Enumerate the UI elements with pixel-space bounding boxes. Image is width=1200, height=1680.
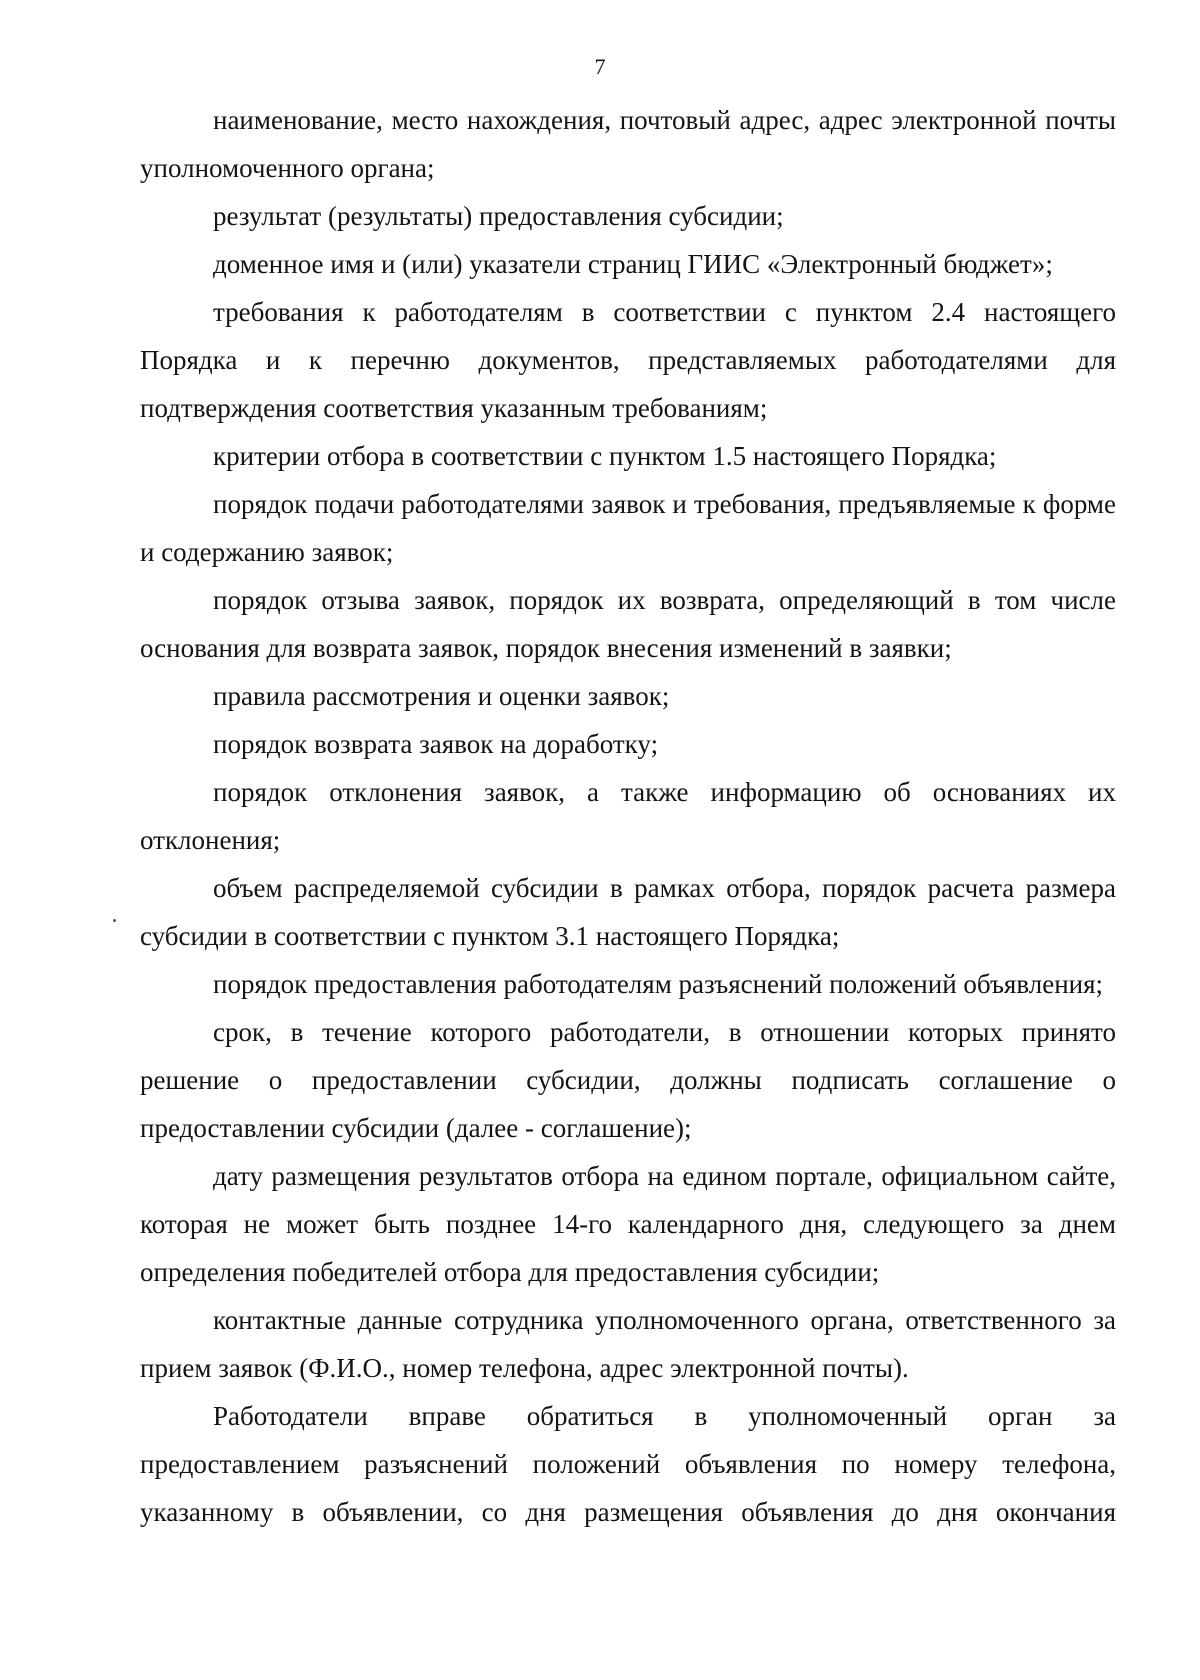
- list-item-application-procedure: порядок подачи работодателями заявок и требования, предъявляемые к форме и содержанию заявок;: [140, 489, 1116, 567]
- scan-speck: [113, 919, 116, 922]
- paragraph-employers-may-apply: Работодатели вправе обратиться в уполномоченный орган за предоставлением разъяснений положений объявления по номеру телефона, указанному в объявлении, со дня размещения объявления до дня окончания: [140, 1401, 1116, 1527]
- list-item-agreement-deadline: срок, в течение которого работодатели, в отношении которых принято решение о предоставлении субсидии, должны подписать соглашение о предоставлении субсидии (далее - соглашение);: [140, 1017, 1116, 1143]
- list-item-withdrawal-procedure: порядок отзыва заявок, порядок их возврата, определяющий в том числе основания для возврата заявок, порядок внесения изменений в заявки;: [140, 585, 1116, 663]
- list-item-subsidy-volume: объем распределяемой субсидии в рамках отбора, порядок расчета размера субсидии в соответствии с пунктом 3.1 настоящего Порядка;: [140, 873, 1116, 951]
- list-item-domain-name: доменное имя и (или) указатели страниц ГИИС «Электронный бюджет»;: [213, 249, 1053, 279]
- list-item-result: результат (результаты) предоставления субсидии;: [213, 201, 784, 231]
- list-item-rejection-procedure: порядок отклонения заявок, а также информацию об основаниях их отклонения;: [140, 777, 1116, 855]
- list-item-name-address: наименование, место нахождения, почтовый адрес, адрес электронной почты уполномоченного органа;: [140, 105, 1116, 183]
- list-item-results-date: дату размещения результатов отбора на едином портале, официальном сайте, которая не может быть позднее 14-го календарного дня, следующего за днем определения победителей отбора для предоставления субсидии;: [140, 1161, 1116, 1287]
- list-item-clarifications: порядок предоставления работодателям разъяснений положений объявления;: [213, 969, 1104, 999]
- document-body: [140, 96, 1116, 1536]
- list-item-contact-details: контактные данные сотрудника уполномоченного органа, ответственного за прием заявок (Ф.И.О., номер телефона, адрес электронной почты).: [140, 1305, 1116, 1383]
- list-item-review-rules: правила рассмотрения и оценки заявок;: [213, 681, 670, 711]
- list-item-return-for-revision: порядок возврата заявок на доработку;: [213, 729, 659, 759]
- list-item-employer-requirements: требования к работодателям в соответствии с пунктом 2.4 настоящего Порядка и к перечню документов, представляемых работодателями для подтверждения соответствия указанным требованиям;: [140, 297, 1116, 423]
- page-number: 7: [594, 54, 606, 79]
- list-item-selection-criteria: критерии отбора в соответствии с пунктом 1.5 настоящего Порядка;: [213, 441, 997, 471]
